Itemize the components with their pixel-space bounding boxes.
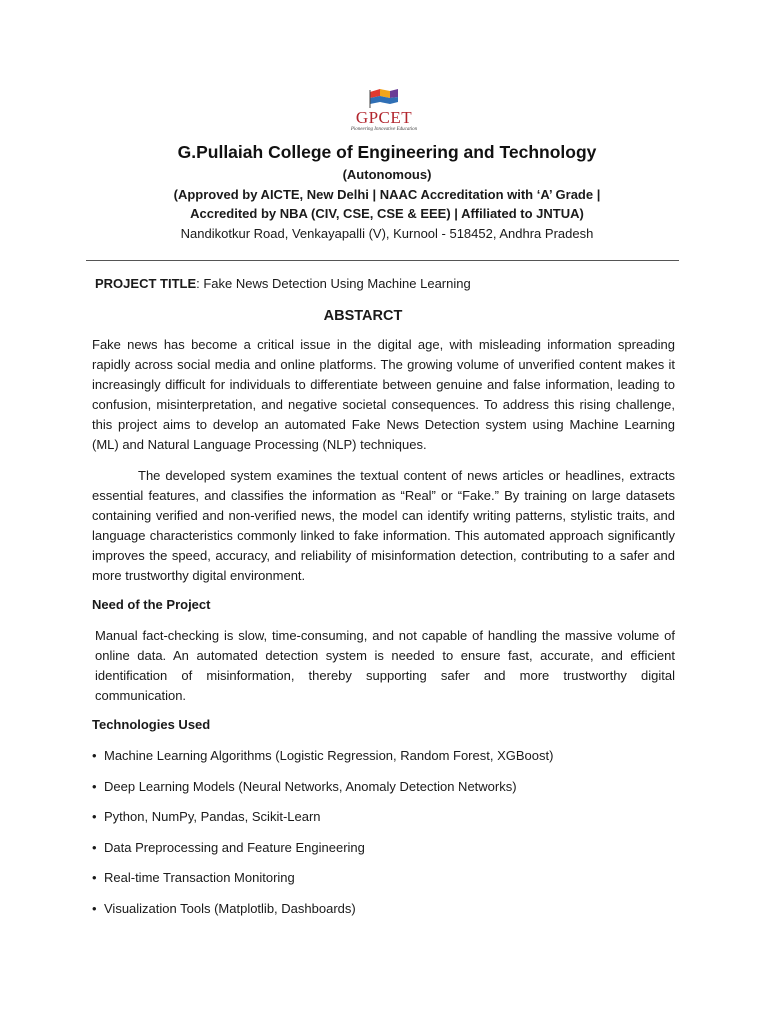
technologies-heading: Technologies Used <box>92 717 211 732</box>
bullet-icon: • <box>92 839 97 855</box>
list-item-text: Visualization Tools (Matplotlib, Dashboards) <box>104 900 356 916</box>
technologies-list <box>92 746 553 929</box>
bullet-icon: • <box>92 900 97 916</box>
project-title-label: PROJECT TITLE <box>95 276 197 291</box>
abstract-paragraph-2: The developed system examines the textual content of news articles or headlines, extracts essential features, and classifies the information as “Real” or “Fake.” By training on large datasets containing verified and non-verified news, the model can identify writing patterns, stylistic traits, and language characteristics commonly linked to fake information. This automated approach significantly improves the speed, accuracy, and reliability of misinformation detection, contributing to a safer and more trustworthy digital environment. <box>92 468 675 583</box>
list-item-text: Deep Learning Models (Neural Networks, Anomaly Detection Networks) <box>104 778 517 794</box>
autonomous-label: (Autonomous) <box>342 167 432 182</box>
list-item <box>92 777 553 808</box>
college-name: G.Pullaiah College of Engineering and Technology <box>177 142 597 162</box>
abstract-paragraph-1: Fake news has become a critical issue in the digital age, with misleading information spreading rapidly across social media and online platforms. The growing volume of unverified content makes it increasingly difficult for individuals to differentiate between genuine and false information, leading to confusion, misinterpretation, and negative societal consequences. To address this rising challenge, this project aims to develop an automated Fake News Detection system using Machine Learning (ML) and Natural Language Processing (NLP) techniques. <box>92 337 675 452</box>
approval-line: (Approved by AICTE, New Delhi | NAAC Accreditation with ‘A’ Grade | <box>173 187 601 202</box>
college-logo <box>342 88 426 138</box>
list-item-text: Real-time Transaction Monitoring <box>104 870 295 885</box>
list-item <box>92 746 553 777</box>
list-item-text: Data Preprocessing and Feature Engineering <box>104 839 365 855</box>
list-item-text: Python, NumPy, Pandas, Scikit-Learn <box>104 809 321 824</box>
logo-brand-text: GPCET <box>355 108 413 127</box>
logo-tagline: Pioneering Innovative Education <box>350 127 418 132</box>
need-paragraph: Manual fact-checking is slow, time-consuming, and not capable of handling the massive volume of online data. An automated detection system is needed to ensure fast, accurate, and efficient identification of misinformation, thereby supporting safer and more trustworthy digital communication. <box>95 628 675 703</box>
header-divider <box>86 260 679 261</box>
need-heading: Need of the Project <box>92 597 211 612</box>
project-title-line <box>95 276 471 291</box>
list-item <box>92 838 553 869</box>
project-title-value: : Fake News Detection Using Machine Learning <box>196 276 471 291</box>
bullet-icon: • <box>92 748 97 763</box>
bullet-icon: • <box>92 809 97 824</box>
bullet-icon: • <box>92 778 97 794</box>
bullet-icon: • <box>92 870 97 885</box>
list-item <box>92 807 553 838</box>
list-item-text: Machine Learning Algorithms (Logistic Regression, Random Forest, XGBoost) <box>104 748 554 763</box>
college-address: Nandikotkur Road, Venkayapalli (V), Kurnool - 518452, Andhra Pradesh <box>180 226 594 241</box>
logo-emblem-icon <box>368 88 400 110</box>
list-item <box>92 899 553 930</box>
accreditation-line: Accredited by NBA (CIV, CSE, CSE & EEE) | Affiliated to JNTUA) <box>190 206 584 221</box>
list-item <box>92 868 553 899</box>
abstract-heading: ABSTARCT <box>323 308 403 324</box>
